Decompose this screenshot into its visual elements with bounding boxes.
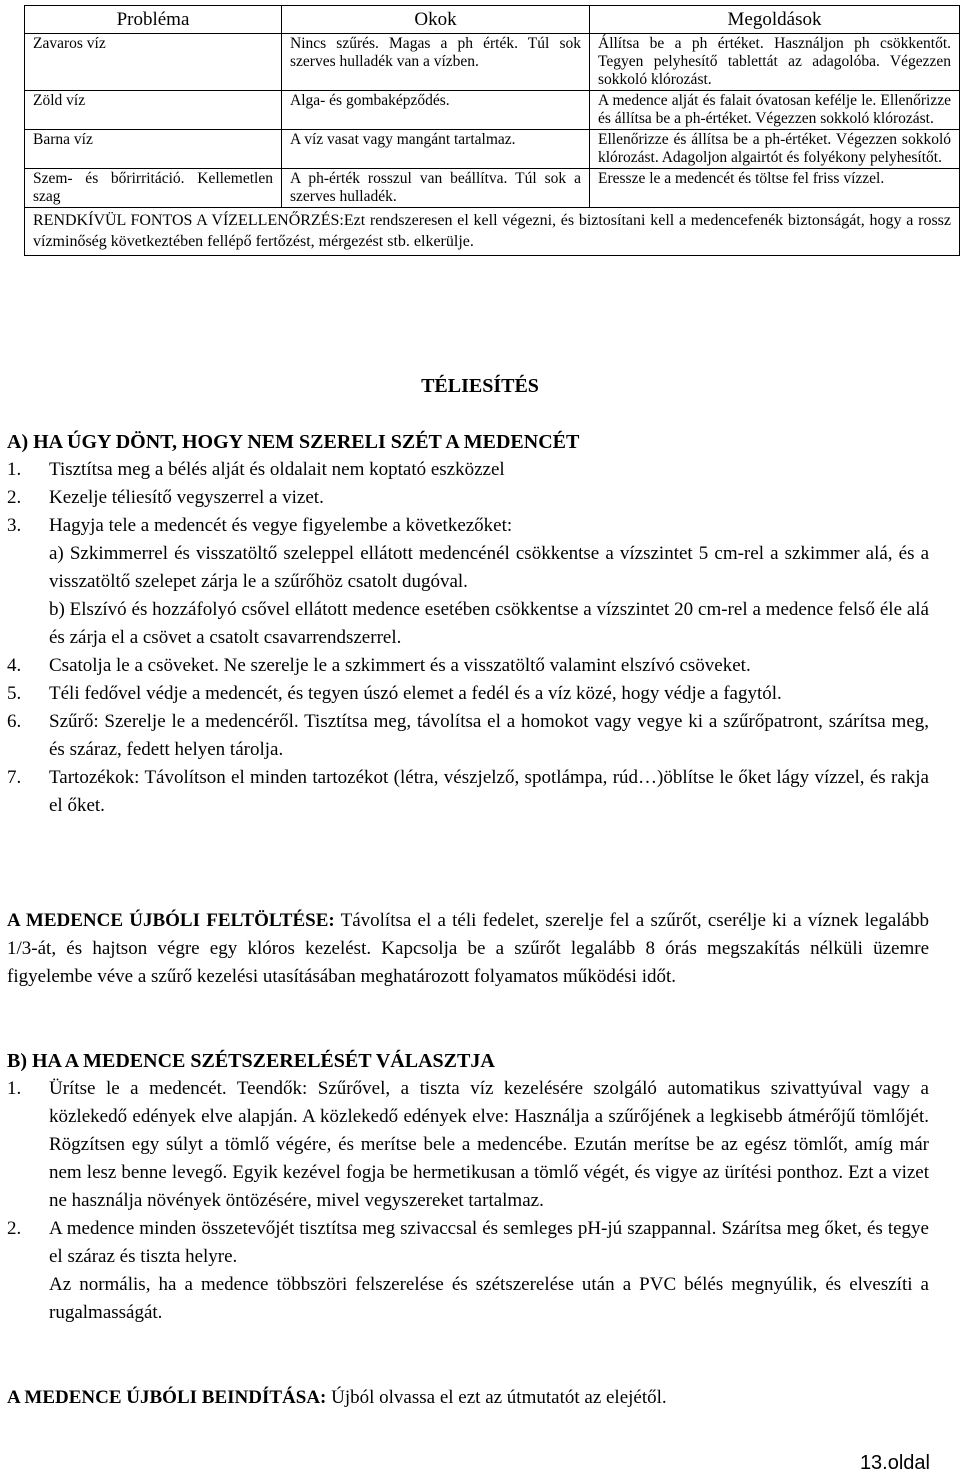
page-title: TÉLIESÍTÉS bbox=[421, 375, 539, 397]
table-row bbox=[25, 130, 960, 169]
refill-text: Távolítsa el a téli fedelet, szerelje fel a szűrőt, cserélje ki a víznek legalább 1/3-át, és hajtson végre egy klóros kezelést. Kapcsolja be a szűrőt legalább 8 órás megszakítás nélküli üzemre figyelembe véve a szűrő kezelési utasításában meghatározott folyamatos működési időt. bbox=[7, 910, 929, 987]
cause-cell: Alga- és gombaképződés. bbox=[282, 91, 590, 130]
section-b bbox=[7, 1047, 929, 1327]
sub-item-a: a) Szkimmerrel és visszatöltő szeleppel ellátott medencénél csökkentse a vízszintet 5 cm-rel a szkimmer alá, és a visszatöltő szelepet zárja le a szűrőhöz csatolt dugóval. bbox=[49, 543, 929, 592]
step-number: 5. bbox=[7, 683, 22, 704]
section-a bbox=[7, 428, 929, 820]
pvc-note: Az normális, ha a medence többszöri felszerelése és szétszerelése után a PVC bélés megnyúlik, és elveszíti a rugalmasságát. bbox=[49, 1274, 929, 1323]
restart-text: Újból olvassa el ezt az útmutatót az elejétől. bbox=[326, 1387, 667, 1408]
list-item bbox=[7, 512, 929, 540]
refill-paragraph bbox=[7, 907, 929, 991]
cause-cell: Nincs szűrés. Magas a ph érték. Túl sok szerves hulladék van a vízben. bbox=[282, 34, 590, 91]
table-row bbox=[25, 34, 960, 91]
cause-cell: A víz vasat vagy mangánt tartalmaz. bbox=[282, 130, 590, 169]
sub-item-b: b) Elszívó és hozzáfolyó csővel ellátott medence esetében csökkentse a vízszintet 20 cm-rel a medence felső éle alá és zárja el a csövet a csatolt csavarrendszerrel. bbox=[49, 599, 929, 648]
solution-cell: Eressze le a medencét és töltse fel friss vízzel. bbox=[590, 169, 960, 208]
step-text: Téli fedővel védje a medencét, és tegyen úszó elemet a fedél és a víz közé, hogy védje a fagytól. bbox=[49, 683, 782, 704]
list-item bbox=[7, 708, 929, 764]
restart-paragraph bbox=[7, 1384, 929, 1412]
list-item bbox=[7, 680, 929, 708]
section-b-steps bbox=[7, 1075, 929, 1271]
cause-cell: A ph-érték rosszul van beállítva. Túl sok a szerves hulladék. bbox=[282, 169, 590, 208]
step-number: 4. bbox=[7, 655, 22, 676]
step-text: Kezelje téliesítő vegyszerrel a vizet. bbox=[49, 487, 324, 508]
problem-cell: Szem- és bőrirritáció. Kellemetlen szag bbox=[25, 169, 282, 208]
step-text: Szűrő: Szerelje le a medencéről. Tisztítsa meg, távolítsa el a homokot vagy vegye ki a szűrőpatront, szárítsa meg, és száraz, fedett helyen tárolja. bbox=[49, 711, 929, 760]
table-note-row bbox=[25, 208, 960, 256]
step-text: Hagyja tele a medencét és vegye figyelembe a következőket: bbox=[49, 515, 513, 536]
list-item bbox=[7, 652, 929, 680]
problem-cell: Zöld víz bbox=[25, 91, 282, 130]
problem-cell: Barna víz bbox=[25, 130, 282, 169]
step-text: Csatolja le a csöveket. Ne szerelje le a szkimmert és a visszatöltő valamint elszívó csöveket. bbox=[49, 655, 751, 676]
step-number: 2. bbox=[7, 487, 22, 508]
list-item bbox=[7, 484, 929, 512]
header-problem: Probléma bbox=[25, 6, 282, 34]
list-item bbox=[7, 1075, 929, 1215]
refill-label: A MEDENCE ÚJBÓLI FELTÖLTÉSE: bbox=[7, 910, 335, 931]
step-number: 1. bbox=[7, 459, 22, 480]
step-number: 3. bbox=[7, 515, 22, 536]
section-a-heading: A) HA ÚGY DÖNT, HOGY NEM SZERELI SZÉT A MEDENCÉT bbox=[7, 431, 580, 453]
table-row bbox=[25, 91, 960, 130]
table-header-row bbox=[25, 6, 960, 34]
step-text: Tisztítsa meg a bélés alját és oldalait nem koptató eszközzel bbox=[49, 459, 505, 480]
solution-cell: Állítsa be a ph értéket. Használjon ph csökkentőt. Tegyen pelyhesítő tablettát az adagolóba. Végezzen sokkoló klórozást. bbox=[590, 34, 960, 91]
restart-label: A MEDENCE ÚJBÓLI BEINDÍTÁSA: bbox=[7, 1387, 327, 1408]
step-text: A medence minden összetevőjét tisztítsa meg szivaccsal és semleges pH-jú szappannal. Szárítsa meg őket, és tegye el száraz és tiszta helyre. bbox=[49, 1218, 929, 1267]
list-item bbox=[7, 764, 929, 820]
header-solutions: Megoldások bbox=[590, 6, 960, 34]
step-number: 7. bbox=[7, 767, 22, 788]
water-check-note: RENDKÍVÜL FONTOS A VÍZELLENŐRZÉS:Ezt rendszeresen el kell végezni, és biztosítani kell a medencefenék biztonságát, hogy a rossz vízminőség következtében fellépő fertőzést, mérgezést stb. elkerülje. bbox=[25, 208, 960, 256]
list-item bbox=[7, 1215, 929, 1271]
solution-cell: A medence alját és falait óvatosan kefélje le. Ellenőrizze és állítsa be a ph-értéket. Végezzen sokkoló klórozást. bbox=[590, 91, 960, 130]
step-number: 2. bbox=[7, 1218, 22, 1239]
section-b-heading: B) HA A MEDENCE SZÉTSZERELÉSÉT VÁLASZTJA bbox=[7, 1050, 495, 1072]
step-number: 6. bbox=[7, 711, 22, 732]
solution-cell: Ellenőrizze és állítsa be a ph-értéket. Végezzen sokkoló klórozást. Adagoljon algairtót és folyékony pelyhesítőt. bbox=[590, 130, 960, 169]
troubleshooting-table bbox=[24, 5, 960, 256]
step-text: Tartozékok: Távolítson el minden tartozékot (létra, vészjelző, spotlámpa, rúd…)öblítse le őket lágy vízzel, és rakja el őket. bbox=[49, 767, 929, 816]
step-text: Ürítse le a medencét. Teendők: Szűrővel, a tiszta víz kezelésére szolgáló automatikus szivattyúval vagy a közlekedő edények elve alapján. A közlekedő edények elve: Használja a szűrőjének a legkisebb átmérőjű tömlőjét. Rögzítsen egy súlyt a tömlő végére, és merítse bele a medencébe. Ezután merítse be az egész tömlőt, amíg már nem lesz benne levegő. Egyik kezével fogja be hermetikusan a tömlő végét, és vigye az ürítési ponthoz. Ezt a vizet ne használja növények öntözésére, mivel vegyszereket tartalmaz. bbox=[49, 1078, 929, 1211]
section-a-steps bbox=[7, 456, 929, 540]
page-number: 13.oldal bbox=[859, 1452, 930, 1474]
problem-cell: Zavaros víz bbox=[25, 34, 282, 91]
list-item bbox=[7, 456, 929, 484]
header-causes: Okok bbox=[282, 6, 590, 34]
table-row bbox=[25, 169, 960, 208]
step-number: 1. bbox=[7, 1078, 22, 1099]
section-a-steps-more bbox=[7, 652, 929, 820]
